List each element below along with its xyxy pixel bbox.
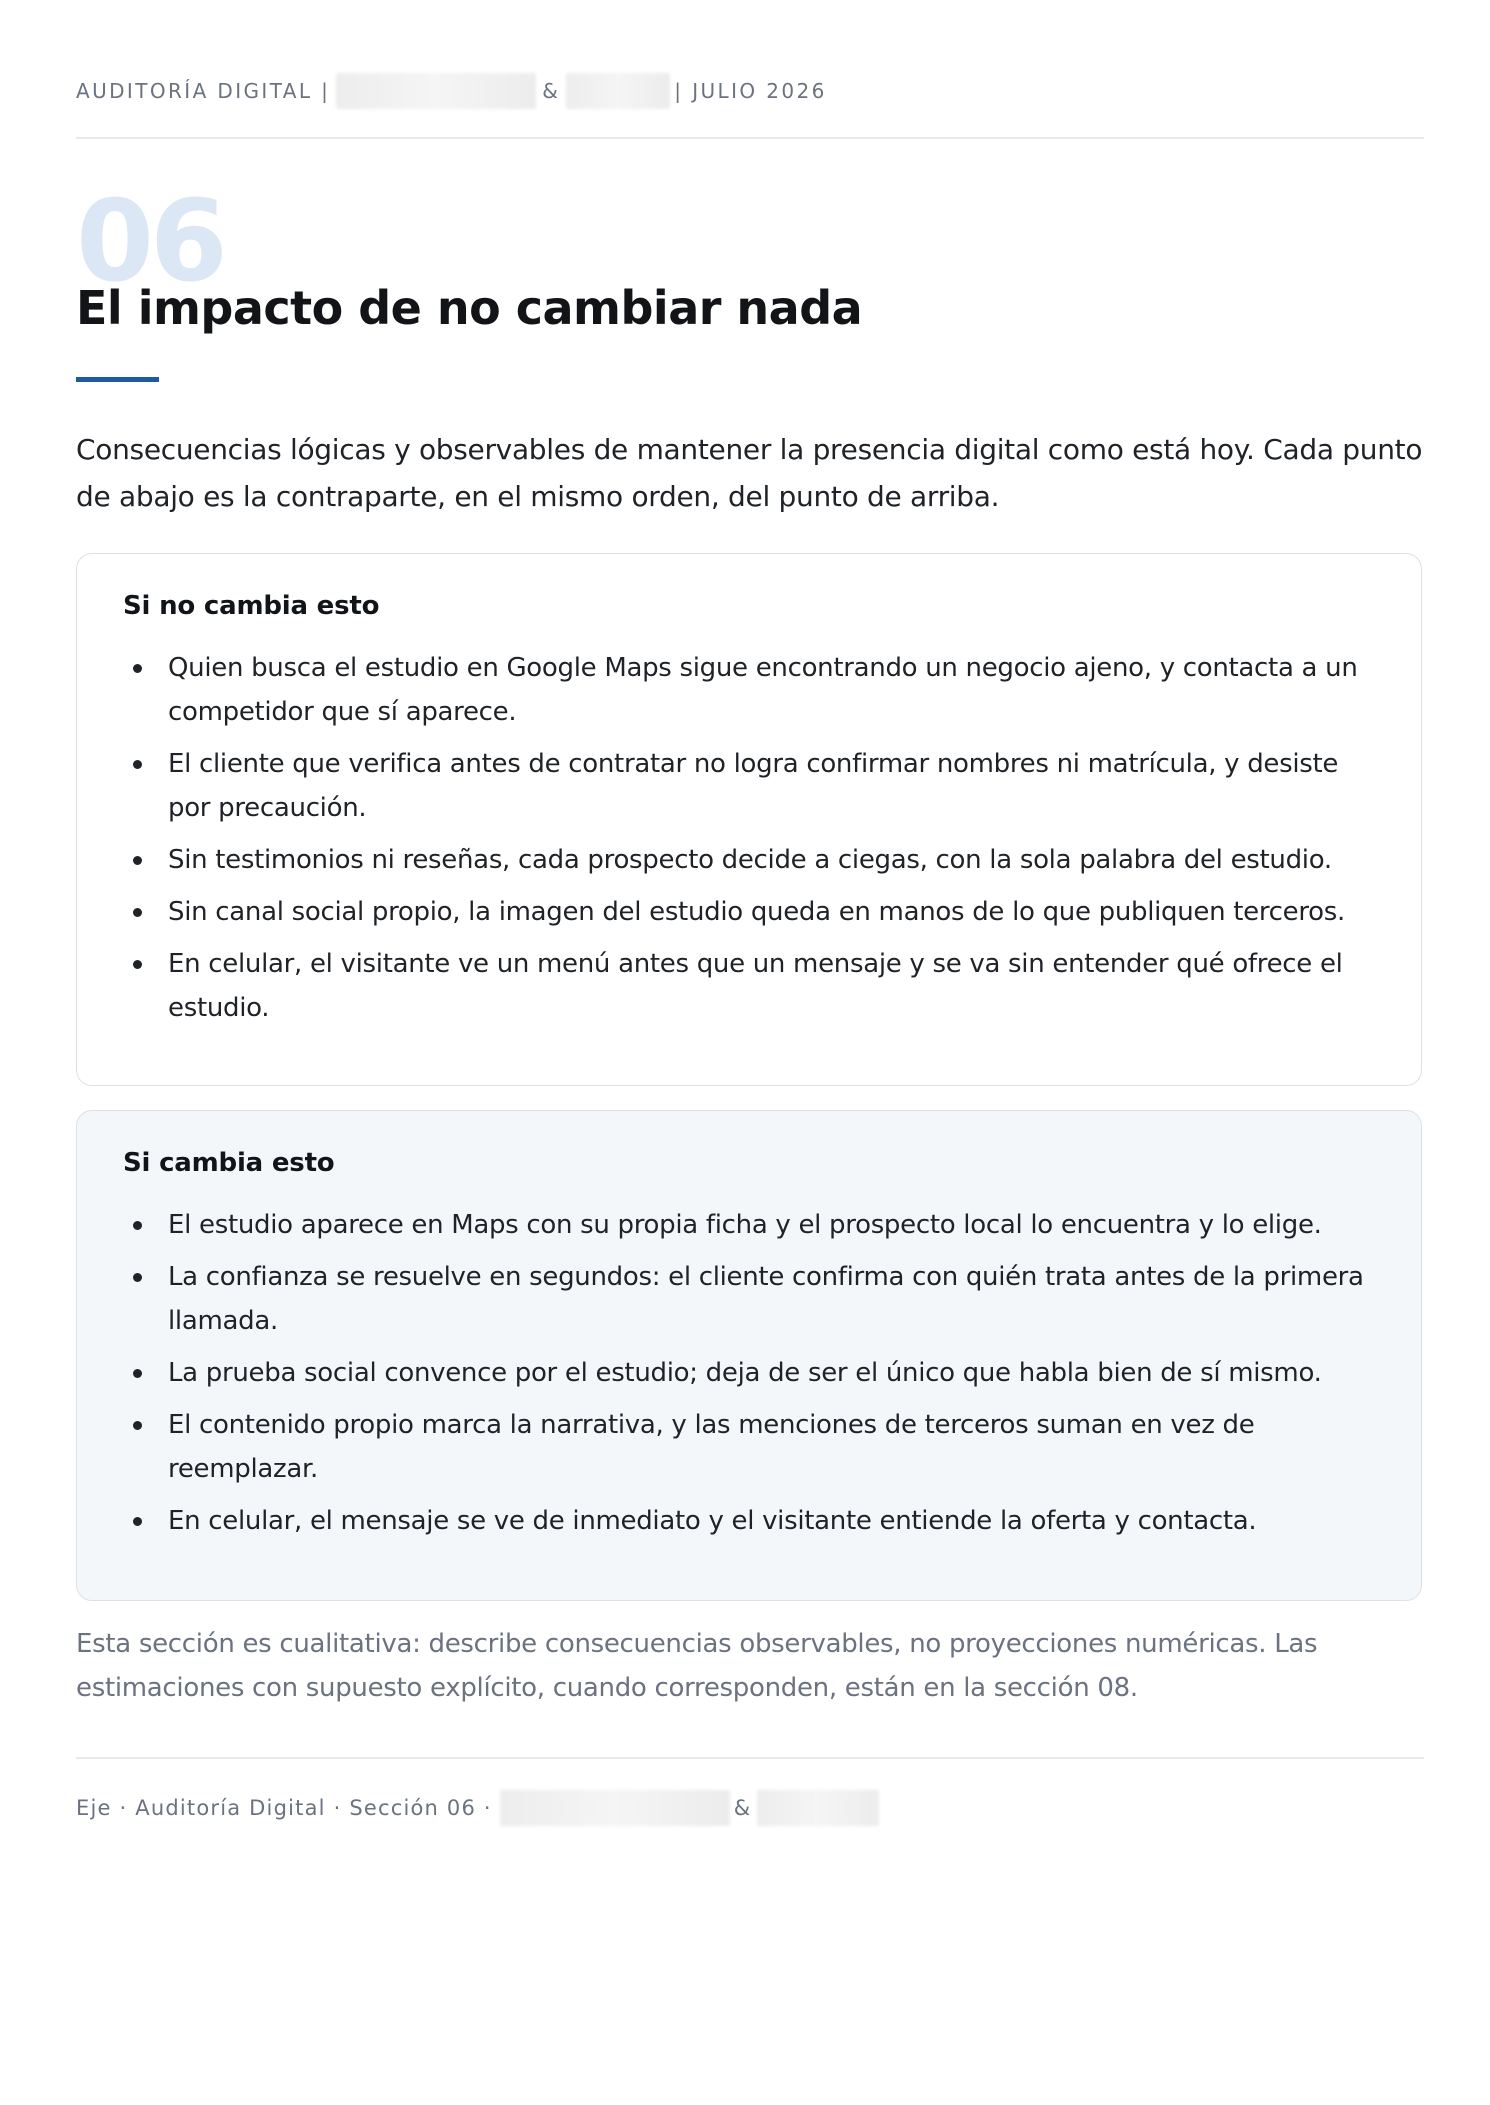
footer-prefix: Eje · Auditoría Digital · Sección 06 ·	[76, 1796, 492, 1820]
card-title: Si no cambia esto	[123, 591, 380, 621]
card-title: Si cambia esto	[123, 1148, 335, 1178]
list-item	[123, 1499, 1375, 1543]
header-ampersand: &	[542, 79, 561, 103]
list-item-text: El cliente que verifica antes de contratar no logra confirmar nombres ni matrícula, y desiste por precaución.	[168, 749, 1339, 823]
page-title: El impacto de no cambiar nada	[76, 281, 863, 335]
header-prefix: AUDITORÍA DIGITAL |	[76, 79, 331, 103]
footer-divider	[76, 1757, 1424, 1759]
if-nothing-changes-card	[76, 553, 1422, 1086]
bullet-icon	[133, 908, 142, 917]
bullet-icon	[133, 1369, 142, 1378]
bullet-icon	[133, 760, 142, 769]
list-item-text: Quien busca el estudio en Google Maps sigue encontrando un negocio ajeno, y contacta a un competidor que sí aparece.	[168, 653, 1358, 727]
list-item	[123, 1351, 1375, 1395]
redacted-name-2	[757, 1790, 879, 1826]
bullet-icon	[133, 1273, 142, 1282]
qualitative-note: Esta sección es cualitativa: describe consecuencias observables, no proyecciones numéricas. Las estimaciones con supuesto explícito, cuando corresponden, están en la sección 08.	[76, 1629, 1318, 1703]
section-intro: Consecuencias lógicas y observables de mantener la presencia digital como está hoy. Cada punto de abajo es la contraparte, en el mismo orden, del punto de arriba.	[76, 433, 1423, 513]
list-item	[123, 742, 1375, 830]
list-item	[123, 646, 1375, 734]
list-item-text: La prueba social convence por el estudio; deja de ser el único que habla bien de sí mismo.	[168, 1358, 1322, 1388]
list-item-text: Sin canal social propio, la imagen del estudio queda en manos de lo que publiquen terceros.	[168, 897, 1346, 927]
page-footer	[76, 1788, 879, 1828]
bullet-icon	[133, 664, 142, 673]
title-accent-bar	[76, 377, 159, 382]
header-divider	[76, 137, 1424, 139]
redacted-name-1	[336, 73, 536, 109]
list-item-text: En celular, el visitante ve un menú antes que un mensaje y se va sin entender qué ofrece el estudio.	[168, 949, 1343, 1023]
section-number: 06	[76, 177, 224, 307]
list-item	[123, 1255, 1375, 1343]
consequence-list	[123, 646, 1375, 1030]
list-item	[123, 838, 1375, 882]
redacted-name-2	[566, 73, 670, 109]
list-item-text: Sin testimonios ni reseñas, cada prospecto decide a ciegas, con la sola palabra del estudio.	[168, 845, 1332, 875]
outcome-list	[123, 1203, 1375, 1543]
footer-ampersand: &	[733, 1796, 752, 1820]
redacted-name-1	[500, 1790, 730, 1826]
bullet-icon	[133, 1221, 142, 1230]
if-it-changes-card	[76, 1110, 1422, 1601]
bullet-icon	[133, 1421, 142, 1430]
bullet-icon	[133, 1517, 142, 1526]
list-item	[123, 1403, 1375, 1491]
list-item-text: El contenido propio marca la narrativa, y las menciones de terceros suman en vez de reemplazar.	[168, 1410, 1255, 1484]
header-suffix: | JULIO 2026	[674, 79, 827, 103]
list-item	[123, 942, 1375, 1030]
list-item-text: El estudio aparece en Maps con su propia ficha y el prospecto local lo encuentra y lo elige.	[168, 1210, 1322, 1240]
list-item-text: En celular, el mensaje se ve de inmediato y el visitante entiende la oferta y contacta.	[168, 1506, 1257, 1536]
bullet-icon	[133, 856, 142, 865]
list-item	[123, 890, 1375, 934]
list-item	[123, 1203, 1375, 1247]
list-item-text: La confianza se resuelve en segundos: el cliente confirma con quién trata antes de la primera llamada.	[168, 1262, 1364, 1336]
page-header	[76, 74, 1424, 108]
bullet-icon	[133, 960, 142, 969]
